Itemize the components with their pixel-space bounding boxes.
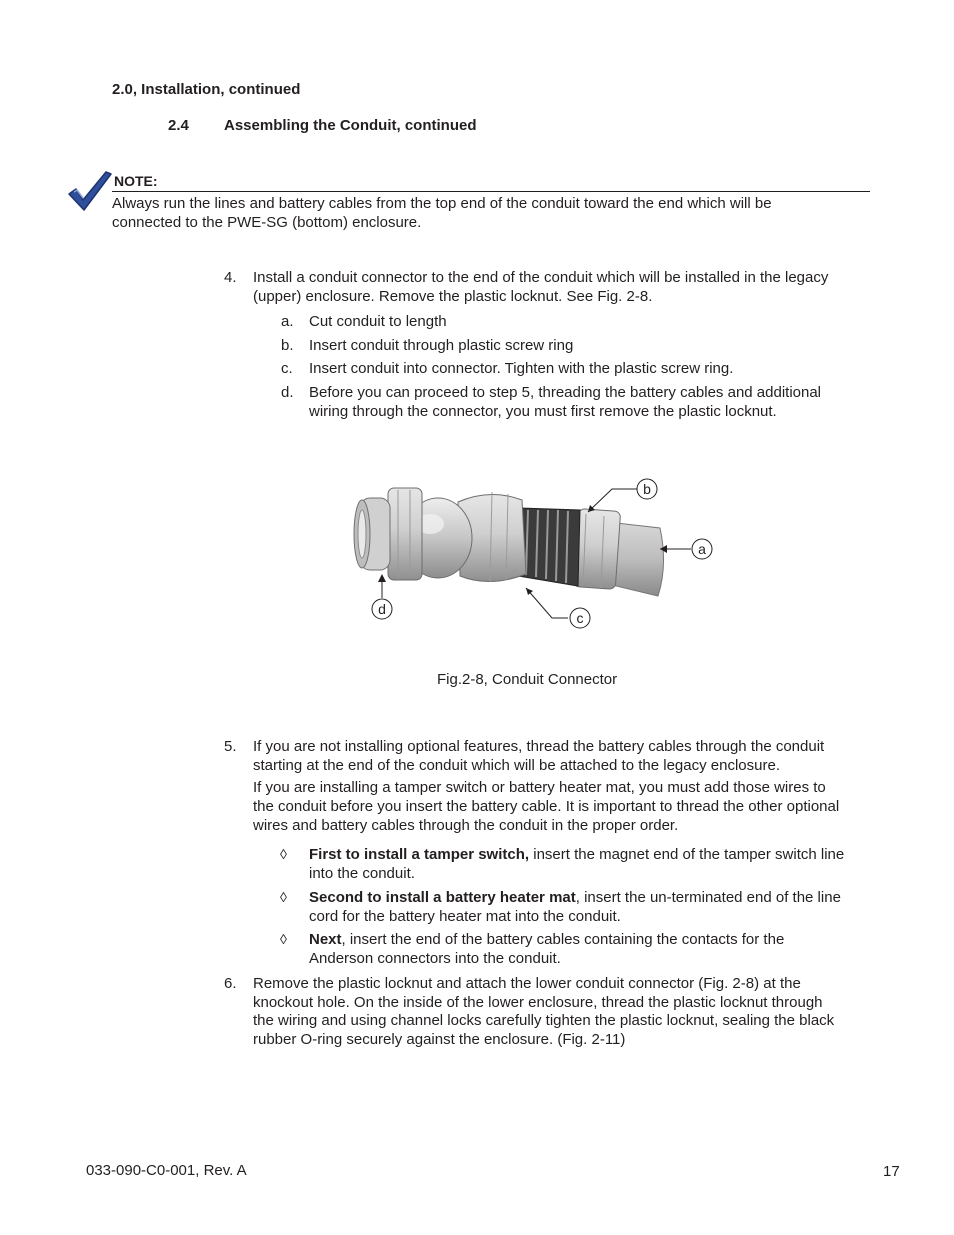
substep-b-letter: b. xyxy=(281,337,294,354)
bullet-2-line1 xyxy=(309,888,841,907)
figure-caption: Fig.2-8, Conduit Connector xyxy=(437,671,618,688)
note-label: NOTE: xyxy=(114,173,158,189)
note-divider xyxy=(112,191,870,192)
bullet-marker-1: ◊ xyxy=(280,846,287,862)
subsection-title: Assembling the Conduit, continued xyxy=(224,117,477,134)
bullet-1-line2: into the conduit. xyxy=(309,865,415,882)
step5-p1-line1: If you are not installing optional features, thread the battery cables through the conduit xyxy=(253,738,825,755)
substep-c-letter: c. xyxy=(281,360,293,377)
substep-d-letter: d. xyxy=(281,384,294,401)
step5-p2-line2: the conduit before you insert the battery cable. It is important to thread the other optional xyxy=(253,798,840,815)
substep-d-line2: wiring through the connector, you must first remove the plastic locknut. xyxy=(309,403,777,420)
checkmark-icon xyxy=(66,170,114,212)
substep-d-line1: Before you can proceed to step 5, threading the battery cables and additional xyxy=(309,384,822,401)
bullet-marker-2: ◊ xyxy=(280,889,287,905)
section-heading: 2.0, Installation, continued xyxy=(112,81,301,98)
bullet-3-line1 xyxy=(309,930,784,949)
note-text-line1: Always run the lines and battery cables from the top end of the conduit toward the end which will be xyxy=(112,195,772,212)
bullet-1-bold: First to install a tamper switch, xyxy=(309,846,530,863)
step5-number: 5. xyxy=(224,738,237,755)
bullet-3-line2: Anderson connectors into the conduit. xyxy=(309,950,561,967)
step6-line2: knockout hole. On the inside of the lower enclosure, thread the plastic locknut through xyxy=(253,994,823,1011)
step4-line2: (upper) enclosure. Remove the plastic locknut. See Fig. 2-8. xyxy=(253,288,653,305)
bullet-3-bold: Next xyxy=(309,931,342,948)
bullet-2-line2: cord for the battery heater mat into the conduit. xyxy=(309,908,621,925)
step5-p1-line2: starting at the end of the conduit which will be attached to the legacy enclosure. xyxy=(253,757,780,774)
step5-p2-line1: If you are installing a tamper switch or battery heater mat, you must add those wires to xyxy=(253,779,826,796)
callout-b: b xyxy=(643,481,651,497)
conduit-connector-photo xyxy=(340,470,730,635)
substep-c-text: Insert conduit into connector. Tighten with the plastic screw ring. xyxy=(309,360,734,377)
step6-number: 6. xyxy=(224,975,237,992)
step6-line4: rubber O-ring securely against the enclosure. (Fig. 2-11) xyxy=(253,1031,626,1048)
step4-number: 4. xyxy=(224,269,237,286)
step6-line3: the wiring and using channel locks carefully tighten the plastic locknut, sealing the black xyxy=(253,1012,835,1029)
step5-p2-line3: wires and battery cables through the conduit in the proper order. xyxy=(253,817,679,834)
footer-doc-number: 033-090-C0-001, Rev. A xyxy=(86,1162,247,1179)
substep-b-text: Insert conduit through plastic screw ring xyxy=(309,337,574,354)
substep-a-text: Cut conduit to length xyxy=(309,313,447,330)
subsection-number: 2.4 xyxy=(168,117,189,134)
bullet-2-rest: , insert the un-terminated end of the line xyxy=(575,889,841,906)
bullet-1-rest: insert the magnet end of the tamper switch line xyxy=(529,846,845,863)
bullet-marker-3: ◊ xyxy=(280,931,287,947)
footer-page-number: 17 xyxy=(883,1163,900,1180)
callout-c: c xyxy=(576,610,584,626)
substep-a-letter: a. xyxy=(281,313,294,330)
bullet-2-bold: Second to install a battery heater mat xyxy=(309,889,576,906)
callout-d: d xyxy=(378,601,386,617)
step4-line1: Install a conduit connector to the end of the conduit which will be installed in the legacy xyxy=(253,269,829,286)
bullet-3-rest: , insert the end of the battery cables containing the contacts for the xyxy=(341,931,785,948)
note-text-line2: connected to the PWE-SG (bottom) enclosure. xyxy=(112,214,422,231)
callout-a: a xyxy=(698,541,706,557)
bullet-1-line1 xyxy=(309,845,844,864)
step6-line1: Remove the plastic locknut and attach the lower conduit connector (Fig. 2-8) at the xyxy=(253,975,801,992)
